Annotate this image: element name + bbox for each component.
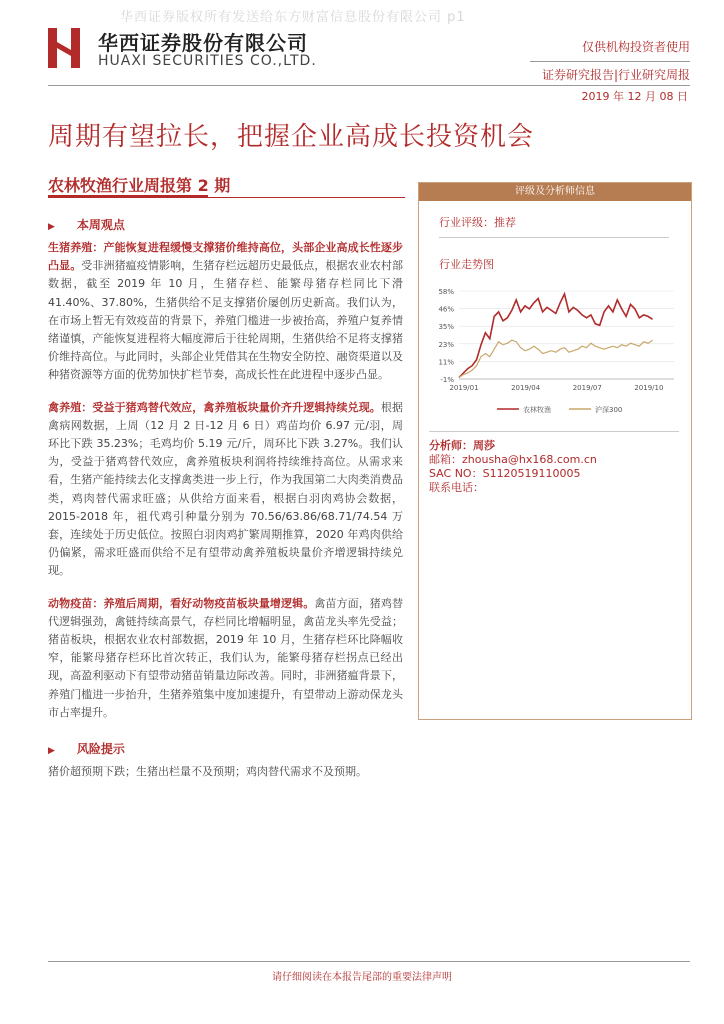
x-tick-label: 2019/04 <box>511 384 541 392</box>
analyst-phone: 联系电话： <box>429 481 484 494</box>
rating-sidebar <box>418 182 692 720</box>
analyst-email: 邮箱：zhousha@hx168.com.cn <box>429 453 597 466</box>
x-axis-labels <box>449 384 663 392</box>
series-line <box>459 340 653 377</box>
header-divider <box>530 61 690 62</box>
y-tick-label: 23% <box>438 340 454 349</box>
subtitle-accent-bar <box>48 195 208 198</box>
section-heading-risk <box>48 740 403 757</box>
y-tick-label: 46% <box>438 305 454 314</box>
analyst-info <box>429 439 597 495</box>
company-logo-icon <box>48 28 80 68</box>
sidebar-divider <box>439 237 669 238</box>
report-title: 周期有望拉长，把握企业高成长投资机会 <box>48 122 535 152</box>
y-tick-label: -1% <box>440 376 454 384</box>
paragraph-lead: 动物疫苗：养殖后周期，看好动物疫苗板块量增逻辑。 <box>48 596 315 610</box>
paragraph-risk <box>48 763 403 781</box>
rating-value: 推荐 <box>494 216 516 229</box>
sidebar-header: 评级及分析师信息 <box>419 183 691 201</box>
report-subtitle: 农林牧渔行业周报第 2 期 <box>48 176 231 195</box>
paragraph-poultry <box>48 399 403 581</box>
series-line <box>459 294 653 378</box>
section-title: 风险提示 <box>76 742 125 757</box>
chart-series <box>459 294 653 378</box>
paragraph-vaccine <box>48 595 403 722</box>
y-axis-labels <box>438 288 454 384</box>
bullet-triangle-icon: ▶ <box>48 222 55 232</box>
legend-label: 农林牧渔 <box>523 406 551 414</box>
bullet-triangle-icon: ▶ <box>48 746 55 757</box>
analyst-name: 分析师：周莎 <box>429 439 495 452</box>
company-name-en: HUAXI SECURITIES CO.,LTD. <box>98 53 317 69</box>
chart-legend <box>497 405 622 414</box>
y-tick-label: 35% <box>438 323 454 332</box>
company-name-cn: 华西证券股份有限公司 <box>98 31 308 55</box>
report-type: 证券研究报告|行业研究周报 <box>541 68 690 82</box>
paragraph-hog <box>48 239 403 385</box>
analyst-sac: SAC NO：S1120519110005 <box>429 467 581 480</box>
paragraph-body: 根据禽病网数据，上周（12 月 2 日-12 月 6 日）鸡苗均价 6.97 元/羽，周环比下跌 35.23%；毛鸡均价 5.19 元/斤，周环比下跌 3.27%。我们认为，受益于猪鸡替代效应，禽养殖板块利润将持续维持高位。从需求来看，生猪产能持续去化支撑禽类进一步上行，作为我国第二大肉类消费品类，鸡肉替代需求旺盛；从供给方面来看，根据白羽肉鸡协会数据，2015-2018 年，祖代鸡引种量分别为 70.56/63.86/68.71/74.54 万套，连续处于历史低位。按照白羽肉鸡扩繁周期推算，2020 年鸡肉供给仍偏紧，需求旺盛而供给不足有望带动禽养殖板块量价齐增逻辑持续兑现。 <box>48 400 404 578</box>
report-date: 2019 年 12 月 08 日 <box>581 90 688 103</box>
audience-note: 仅供机构投资者使用 <box>581 40 690 54</box>
footer-rule <box>48 961 690 962</box>
paragraph-lead: 生猪养殖：产能恢复进程缓慢支撑猪价维持高位，头部企业高成长性逐步凸显。 <box>48 241 403 273</box>
y-tick-label: 58% <box>438 288 454 296</box>
x-tick-label: 2019/07 <box>572 384 602 392</box>
sidebar-divider <box>429 431 679 432</box>
main-content <box>48 212 403 795</box>
trend-label: 行业走势图 <box>439 258 494 271</box>
section-title: 本周观点 <box>76 218 125 232</box>
paragraph-body: 受非洲猪瘟疫情影响，生猪存栏远超历史最低点，根据农业农村部数据，截至 2019 年 10 月，生猪存栏、能繁母猪存栏同比下滑 41.40%、37.80%，生猪供给不足支撑猪价屡创历史新高。我们认为，在市场上暂无有效疫苗的背景下，养殖门槛进一步被抬高，养殖户复养情绪谨慎，产能恢复进程将大幅度滞后于往轮周期，生猪供给不足将支撑猪价维持高位。与此同时，头部企业凭借其在生物安全防控、融资渠道以及种猪资源等方面的优势加快扩栏节奏，高成长性在此进程中逐步凸显。 <box>48 259 404 382</box>
section-heading-views <box>48 216 403 233</box>
x-tick-label: 2019/10 <box>634 384 664 392</box>
trend-chart <box>419 279 689 429</box>
paragraph-lead: 禽养殖：受益于猪鸡替代效应，禽养殖板块量价齐升逻辑持续兑现。 <box>48 400 381 414</box>
header-rule <box>48 85 690 86</box>
paragraph-body: 猪价超预期下跌；生猪出栏量不及预期；鸡肉替代需求不及预期。 <box>48 765 367 779</box>
legal-footer: 请仔细阅读在本报告尾部的重要法律声明 <box>272 972 452 983</box>
x-tick-label: 2019/01 <box>449 384 479 392</box>
legend-label: 沪深300 <box>595 406 623 414</box>
rating-label: 行业评级： <box>439 216 494 229</box>
y-tick-label: 11% <box>438 358 454 367</box>
watermark-text: 华西证券版权所有发送给东方财富信息股份有限公司 p1 <box>120 10 466 25</box>
rating-row <box>439 214 516 230</box>
paragraph-body: 禽苗方面，猪鸡替代逻辑强劲，禽链持续高景气，存栏同比增幅明显，禽苗龙头率先受益；猪苗板块，根据农业农村部数据，2019 年 10 月，生猪存栏环比降幅收窄，能繁母猪存栏环比首次转正，我们认为，能繁母猪存栏拐点已经出现，高盈利驱动下有望带动猪苗销量边际改善。同时，非洲猪瘟背景下，养殖门槛进一步抬升，生猪养殖集中度加速提升，有望带动上游动保龙头市占率提升。 <box>48 596 404 719</box>
